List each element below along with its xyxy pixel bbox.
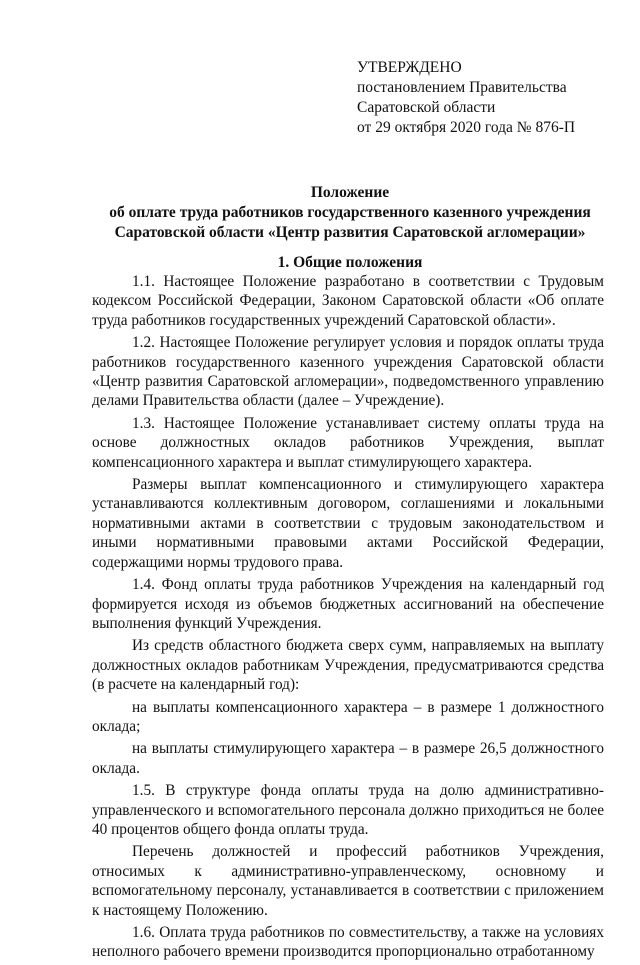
paragraph: Из средств областного бюджета сверх сумм, направляемых на выплату должностных окладов работникам Учреждения, предусматриваются средства (в расчете на календарный год):: [92, 637, 604, 694]
approval-line-region: Саратовской области: [357, 99, 496, 116]
paragraph: на выплаты компенсационного характера – в размере 1 должностного оклада;: [92, 698, 604, 735]
paragraph: Размеры выплат компенсационного и стимулирующего характера устанавливаются коллективным договором, соглашениями и локальными нормативными актами в соответствии с трудовым законодательством и иными нормативными правовыми актами Российской Федерации, содержащими нормы трудового права.: [92, 476, 604, 571]
document-title: [90, 183, 610, 243]
paragraph: 1.2. Настоящее Положение регулирует условия и порядок оплаты труда работников государственного казенного учреждения Саратовской области «Центр развития Саратовской агломерации», подведомственного управлению делами Правительства области (далее – Учреждение).: [92, 334, 604, 410]
paragraph: 1.4. Фонд оплаты труда работников Учреждения на календарный год формируется исходя из объемов бюджетных ассигнований на обеспечение выполнения функций Учреждения.: [92, 576, 604, 632]
paragraph: 1.3. Настоящее Положение устанавливает систему оплаты труда на основе должностных окладов работников Учреждения, выплат компенсационного характера и выплат стимулирующего характера.: [92, 414, 604, 471]
title-line-2: об оплате труда работников государственного казенного учреждения: [109, 204, 591, 221]
paragraph: 1.1. Настоящее Положение разработано в соответствии с Трудовым кодексом Российской Федерации, Законом Саратовской области «Об оплате труда работников государственных учреждений Саратовской области».: [92, 273, 604, 329]
paragraph: 1.6. Оплата труда работников по совместительству, а также на условиях неполного рабочего времени производится пропорционально отработанному: [92, 924, 604, 961]
paragraph: Перечень должностей и профессий работников Учреждения, относимых к административно-управленческому, основному и вспомогательному персоналу, устанавливается в соответствии с приложением к настоящему Положению.: [92, 843, 604, 919]
approval-line-approved: УТВЕРЖДЕНО: [357, 59, 462, 76]
title-line-1: Положение: [310, 184, 390, 201]
title-line-3: Саратовской области «Центр развития Саратовской агломерации»: [114, 224, 586, 241]
document-body: [92, 272, 604, 965]
approval-line-by-resolution: постановлением Правительства: [357, 79, 567, 96]
section-heading: 1. Общие положения: [277, 254, 423, 271]
paragraph: на выплаты стимулирующего характера – в размере 26,5 должностного оклада.: [92, 740, 604, 777]
approval-line-date-number: от 29 октября 2020 года № 876-П: [357, 119, 576, 136]
approval-stamp: [357, 58, 575, 138]
paragraph: 1.5. В структуре фонда оплаты труда на долю административно-управленческого и вспомогательного персонала должно приходиться не более 40 процентов общего фонда оплаты труда.: [92, 782, 604, 838]
